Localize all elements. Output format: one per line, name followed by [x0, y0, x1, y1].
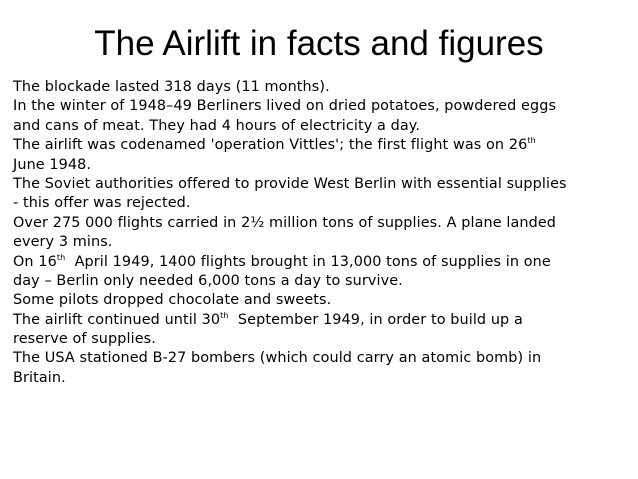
body-line: The USA stationed B-27 bombers (which could carry an atomic bomb) in [13, 350, 542, 367]
body-line: every 3 mins. [13, 234, 113, 251]
body-line: The blockade lasted 318 days (11 months). [13, 79, 330, 95]
slide-title: The Airlift in facts and figures [94, 24, 544, 63]
body-line: and cans of meat. They had 4 hours of electricity a day. [13, 117, 421, 134]
slide-body [13, 78, 633, 388]
body-line-text: The airlift was codenamed 'operation Vittles'; the first flight was on 26 [13, 137, 528, 154]
body-line [13, 253, 633, 272]
body-line: Over 275 000 flights carried in 2½ million tons of supplies. A plane landed [13, 214, 557, 231]
body-line [13, 311, 633, 330]
body-line: day – Berlin only needed 6,000 tons a day to survive. [13, 272, 403, 289]
body-line: reserve of supplies. [13, 331, 156, 348]
body-line [13, 136, 633, 155]
body-line-text: On 16 [13, 253, 57, 270]
body-line-text-after: September 1949, in order to build up a [228, 311, 523, 328]
body-line-text: The airlift continued until 30 [13, 311, 221, 328]
body-line: - this offer was rejected. [13, 195, 191, 212]
body-line: The Soviet authorities offered to provide West Berlin with essential supplies [13, 175, 567, 192]
body-line-text-after: April 1949, 1400 flights brought in 13,000 tons of supplies in one [65, 253, 551, 270]
ordinal-suffix: th [527, 136, 536, 146]
ordinal-suffix: th [56, 252, 66, 262]
ordinal-suffix: th [220, 310, 229, 320]
body-line: Britain. [13, 369, 66, 386]
body-line: In the winter of 1948–49 Berliners lived on dried potatoes, powdered eggs [13, 98, 557, 115]
body-line: Some pilots dropped chocolate and sweets. [13, 292, 332, 309]
body-line: June 1948. [13, 156, 92, 173]
